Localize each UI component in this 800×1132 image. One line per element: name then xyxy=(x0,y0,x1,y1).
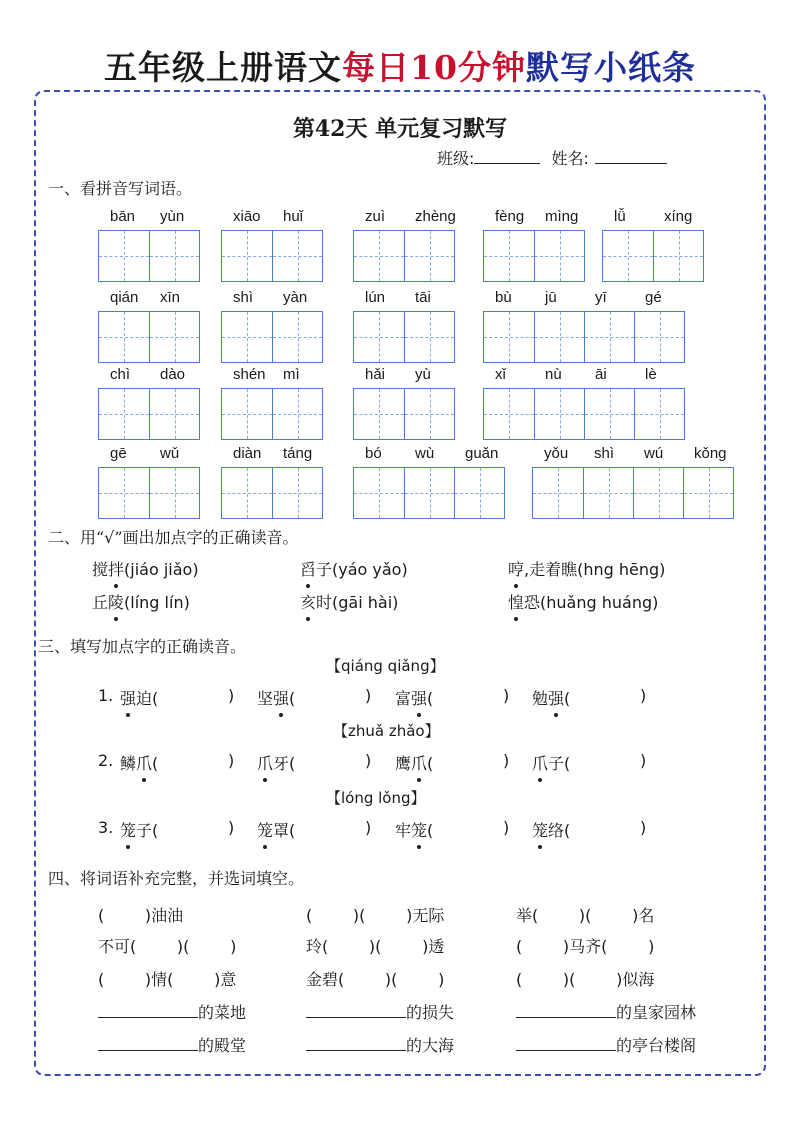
fill-blank-line[interactable] xyxy=(98,1002,198,1018)
writing-cell[interactable] xyxy=(272,468,322,518)
tianzige-grid xyxy=(221,467,323,519)
fill-blank-line[interactable] xyxy=(306,1035,406,1051)
pinyin-label: yùn xyxy=(160,208,185,225)
pinyin-label: shì xyxy=(233,289,254,306)
writing-cell[interactable] xyxy=(272,312,322,362)
pinyin-label: xǐ xyxy=(495,366,506,383)
pinyin-label: bó xyxy=(365,445,382,462)
pinyin-label: lǚ xyxy=(614,208,626,225)
answer-close-paren[interactable]: ) xyxy=(365,751,372,770)
tianzige-grid xyxy=(353,230,455,282)
question-number: 2. xyxy=(98,751,114,770)
idiom-blank-item[interactable]: 金碧( )( ) xyxy=(306,970,445,989)
s3-word-item: 富强( xyxy=(395,686,433,709)
idiom-blank-item[interactable]: ( )( )无际 xyxy=(306,906,445,925)
s3-word-item: 牢笼( xyxy=(395,818,433,841)
s3-word-item: 爪牙( xyxy=(257,751,295,774)
tianzige-grid xyxy=(483,388,685,440)
writing-cell[interactable] xyxy=(404,312,454,362)
answer-close-paren[interactable]: ) xyxy=(503,751,510,770)
class-name-line xyxy=(437,146,667,169)
fill-blank-line[interactable] xyxy=(306,1002,406,1018)
pinyin-options-header: 【qiáng qiǎng】 xyxy=(326,657,445,675)
tianzige-grid xyxy=(483,311,685,363)
idiom-blank-item[interactable]: 举( )( )名 xyxy=(516,906,655,925)
question-number: 1. xyxy=(98,686,114,705)
writing-cell[interactable] xyxy=(99,312,149,362)
writing-cell[interactable] xyxy=(534,231,584,281)
pinyin-label: mìng xyxy=(545,208,579,225)
tianzige-grid xyxy=(221,311,323,363)
writing-cell[interactable] xyxy=(484,389,534,439)
main-title xyxy=(0,42,800,89)
idiom-blank-item[interactable]: 玲( )( )透 xyxy=(306,937,445,956)
tianzige-grid xyxy=(483,230,585,282)
fill-in-phrase: 的损失 xyxy=(306,1000,454,1023)
pinyin-label: guǎn xyxy=(465,445,499,462)
writing-cell[interactable] xyxy=(683,468,733,518)
title-part-daily: 每日10分钟 xyxy=(342,48,526,87)
tianzige-grid xyxy=(98,311,200,363)
idiom-blank-item[interactable]: 不可( )( ) xyxy=(98,937,237,956)
writing-cell[interactable] xyxy=(484,312,534,362)
pinyin-label: chì xyxy=(110,366,131,383)
pinyin-label: mì xyxy=(283,366,300,383)
writing-cell[interactable] xyxy=(584,312,634,362)
pinyin-label: yàn xyxy=(283,289,308,306)
pinyin-label: xiāo xyxy=(233,208,261,225)
writing-cell[interactable] xyxy=(99,389,149,439)
pinyin-label: gé xyxy=(645,289,662,306)
fill-blank-line[interactable] xyxy=(516,1002,616,1018)
title-part-notes: 默写小纸条 xyxy=(525,48,696,87)
tianzige-grid xyxy=(353,467,505,519)
writing-cell[interactable] xyxy=(149,231,199,281)
writing-cell[interactable] xyxy=(272,231,322,281)
pinyin-label: zhèng xyxy=(415,208,456,225)
writing-cell[interactable] xyxy=(534,312,584,362)
s2-item-6: 惶恐(huǎng huáng) xyxy=(508,590,658,613)
writing-cell[interactable] xyxy=(634,312,684,362)
answer-close-paren[interactable]: ) xyxy=(228,686,235,705)
question-number: 3. xyxy=(98,818,114,837)
name-blank[interactable] xyxy=(595,148,667,164)
writing-cell[interactable] xyxy=(354,231,404,281)
fill-in-phrase: 的大海 xyxy=(306,1033,454,1056)
writing-cell[interactable] xyxy=(149,389,199,439)
idiom-blank-item[interactable]: ( )( )似海 xyxy=(516,970,655,989)
tianzige-grid xyxy=(98,388,200,440)
section3-heading: 三、填写加点字的正确读音。 xyxy=(38,637,247,656)
s2-item-2: 舀子(yáo yǎo) xyxy=(300,557,408,580)
pinyin-label: hǎi xyxy=(365,366,386,383)
pinyin-label: wǔ xyxy=(160,445,180,462)
writing-cell[interactable] xyxy=(603,231,653,281)
fill-in-phrase: 的菜地 xyxy=(98,1000,246,1023)
fill-in-phrase: 的亭台楼阁 xyxy=(516,1033,696,1056)
writing-cell[interactable] xyxy=(149,468,199,518)
pinyin-label: diàn xyxy=(233,445,262,462)
idiom-blank-item[interactable]: ( )情( )意 xyxy=(98,970,237,989)
pinyin-label: wú xyxy=(644,445,664,462)
answer-close-paren[interactable]: ) xyxy=(365,818,372,837)
pinyin-label: xīn xyxy=(160,289,181,306)
writing-cell[interactable] xyxy=(533,468,583,518)
answer-close-paren[interactable]: ) xyxy=(640,751,647,770)
section2-heading: 二、用“√”画出加点字的正确读音。 xyxy=(48,528,299,547)
pinyin-label: āi xyxy=(595,366,607,383)
s2-item-5: 亥时(gāi hài) xyxy=(300,590,398,613)
pinyin-label: wù xyxy=(415,445,435,462)
writing-cell[interactable] xyxy=(584,389,634,439)
tianzige-grid xyxy=(353,311,455,363)
tianzige-grid xyxy=(221,230,323,282)
section1-heading: 一、看拼音写词语。 xyxy=(48,179,193,198)
pinyin-label: zuì xyxy=(365,208,386,225)
s3-word-item: 鳞爪( xyxy=(120,751,158,774)
pinyin-label: xíng xyxy=(664,208,693,225)
tianzige-grid xyxy=(221,388,323,440)
writing-cell[interactable] xyxy=(354,312,404,362)
pinyin-label: táng xyxy=(283,445,313,462)
section4-heading: 四、将词语补充完整，并选词填空。 xyxy=(48,869,305,888)
writing-cell[interactable] xyxy=(484,231,534,281)
fill-in-phrase: 的殿堂 xyxy=(98,1033,246,1056)
pinyin-label: shén xyxy=(233,366,266,383)
class-label: 班级: xyxy=(437,149,475,168)
writing-cell[interactable] xyxy=(534,389,584,439)
writing-cell[interactable] xyxy=(404,389,454,439)
idiom-blank-item[interactable]: ( )油油 xyxy=(98,906,184,925)
answer-close-paren[interactable]: ) xyxy=(503,818,510,837)
title-part-grade: 五年级上册语文 xyxy=(104,48,343,87)
pinyin-options-header: 【lóng lǒng】 xyxy=(326,789,426,807)
class-blank[interactable] xyxy=(474,148,540,164)
pinyin-label: yù xyxy=(415,366,431,383)
idiom-blank-item[interactable]: ( )马齐( ) xyxy=(516,937,655,956)
writing-cell[interactable] xyxy=(149,312,199,362)
pinyin-label: tāi xyxy=(415,289,431,306)
writing-cell[interactable] xyxy=(404,468,454,518)
s2-item-3: 哼,走着瞧(hng hēng) xyxy=(508,557,665,580)
pinyin-label: lún xyxy=(365,289,386,306)
writing-cell[interactable] xyxy=(634,389,684,439)
pinyin-label: qián xyxy=(110,289,139,306)
pinyin-label: lè xyxy=(645,366,657,383)
fill-blank-line[interactable] xyxy=(516,1035,616,1051)
answer-close-paren[interactable]: ) xyxy=(640,686,647,705)
writing-cell[interactable] xyxy=(583,468,633,518)
name-label: 姓名: xyxy=(551,149,589,168)
s3-word-item: 爪子( xyxy=(532,751,570,774)
s2-item-4: 丘陵(líng lín) xyxy=(92,590,190,613)
pinyin-label: shì xyxy=(594,445,615,462)
pinyin-label: nù xyxy=(545,366,562,383)
tianzige-grid xyxy=(532,467,734,519)
s3-word-item: 坚强( xyxy=(257,686,295,709)
writing-cell[interactable] xyxy=(99,231,149,281)
pinyin-label: yǒu xyxy=(544,445,569,462)
s3-word-item: 勉强( xyxy=(532,686,570,709)
s3-word-item: 鹰爪( xyxy=(395,751,433,774)
s3-word-item: 笼络( xyxy=(532,818,570,841)
tianzige-grid xyxy=(98,467,200,519)
writing-cell[interactable] xyxy=(99,468,149,518)
writing-cell[interactable] xyxy=(272,389,322,439)
day-title: 第42天 单元复习默写 xyxy=(292,116,508,142)
pinyin-label: dào xyxy=(160,366,186,383)
writing-cell[interactable] xyxy=(354,468,404,518)
tianzige-grid xyxy=(353,388,455,440)
pinyin-label: yī xyxy=(595,289,607,306)
s3-word-item: 笼子( xyxy=(120,818,158,841)
pinyin-label: bān xyxy=(110,208,136,225)
s3-word-item: 笼罩( xyxy=(257,818,295,841)
writing-cell[interactable] xyxy=(454,468,504,518)
writing-cell[interactable] xyxy=(633,468,683,518)
pinyin-label: jū xyxy=(545,289,557,306)
pinyin-options-header: 【zhuǎ zhǎo】 xyxy=(333,722,440,740)
tianzige-grid xyxy=(602,230,704,282)
writing-cell[interactable] xyxy=(653,231,703,281)
pinyin-label: bù xyxy=(495,289,512,306)
s2-item-1: 搅拌(jiáo jiǎo) xyxy=(92,557,199,580)
pinyin-label: gē xyxy=(110,445,127,462)
answer-close-paren[interactable]: ) xyxy=(228,751,235,770)
answer-close-paren[interactable]: ) xyxy=(503,686,510,705)
writing-cell[interactable] xyxy=(222,389,272,439)
writing-cell[interactable] xyxy=(404,231,454,281)
writing-cell[interactable] xyxy=(222,231,272,281)
tianzige-grid xyxy=(98,230,200,282)
answer-close-paren[interactable]: ) xyxy=(365,686,372,705)
answer-close-paren[interactable]: ) xyxy=(640,818,647,837)
writing-cell[interactable] xyxy=(222,312,272,362)
pinyin-label: huǐ xyxy=(283,208,304,225)
s3-word-item: 强迫( xyxy=(120,686,158,709)
pinyin-label: kǒng xyxy=(694,445,727,462)
writing-cell[interactable] xyxy=(222,468,272,518)
writing-cell[interactable] xyxy=(354,389,404,439)
fill-blank-line[interactable] xyxy=(98,1035,198,1051)
fill-in-phrase: 的皇家园林 xyxy=(516,1000,696,1023)
answer-close-paren[interactable]: ) xyxy=(228,818,235,837)
pinyin-label: fèng xyxy=(495,208,525,225)
